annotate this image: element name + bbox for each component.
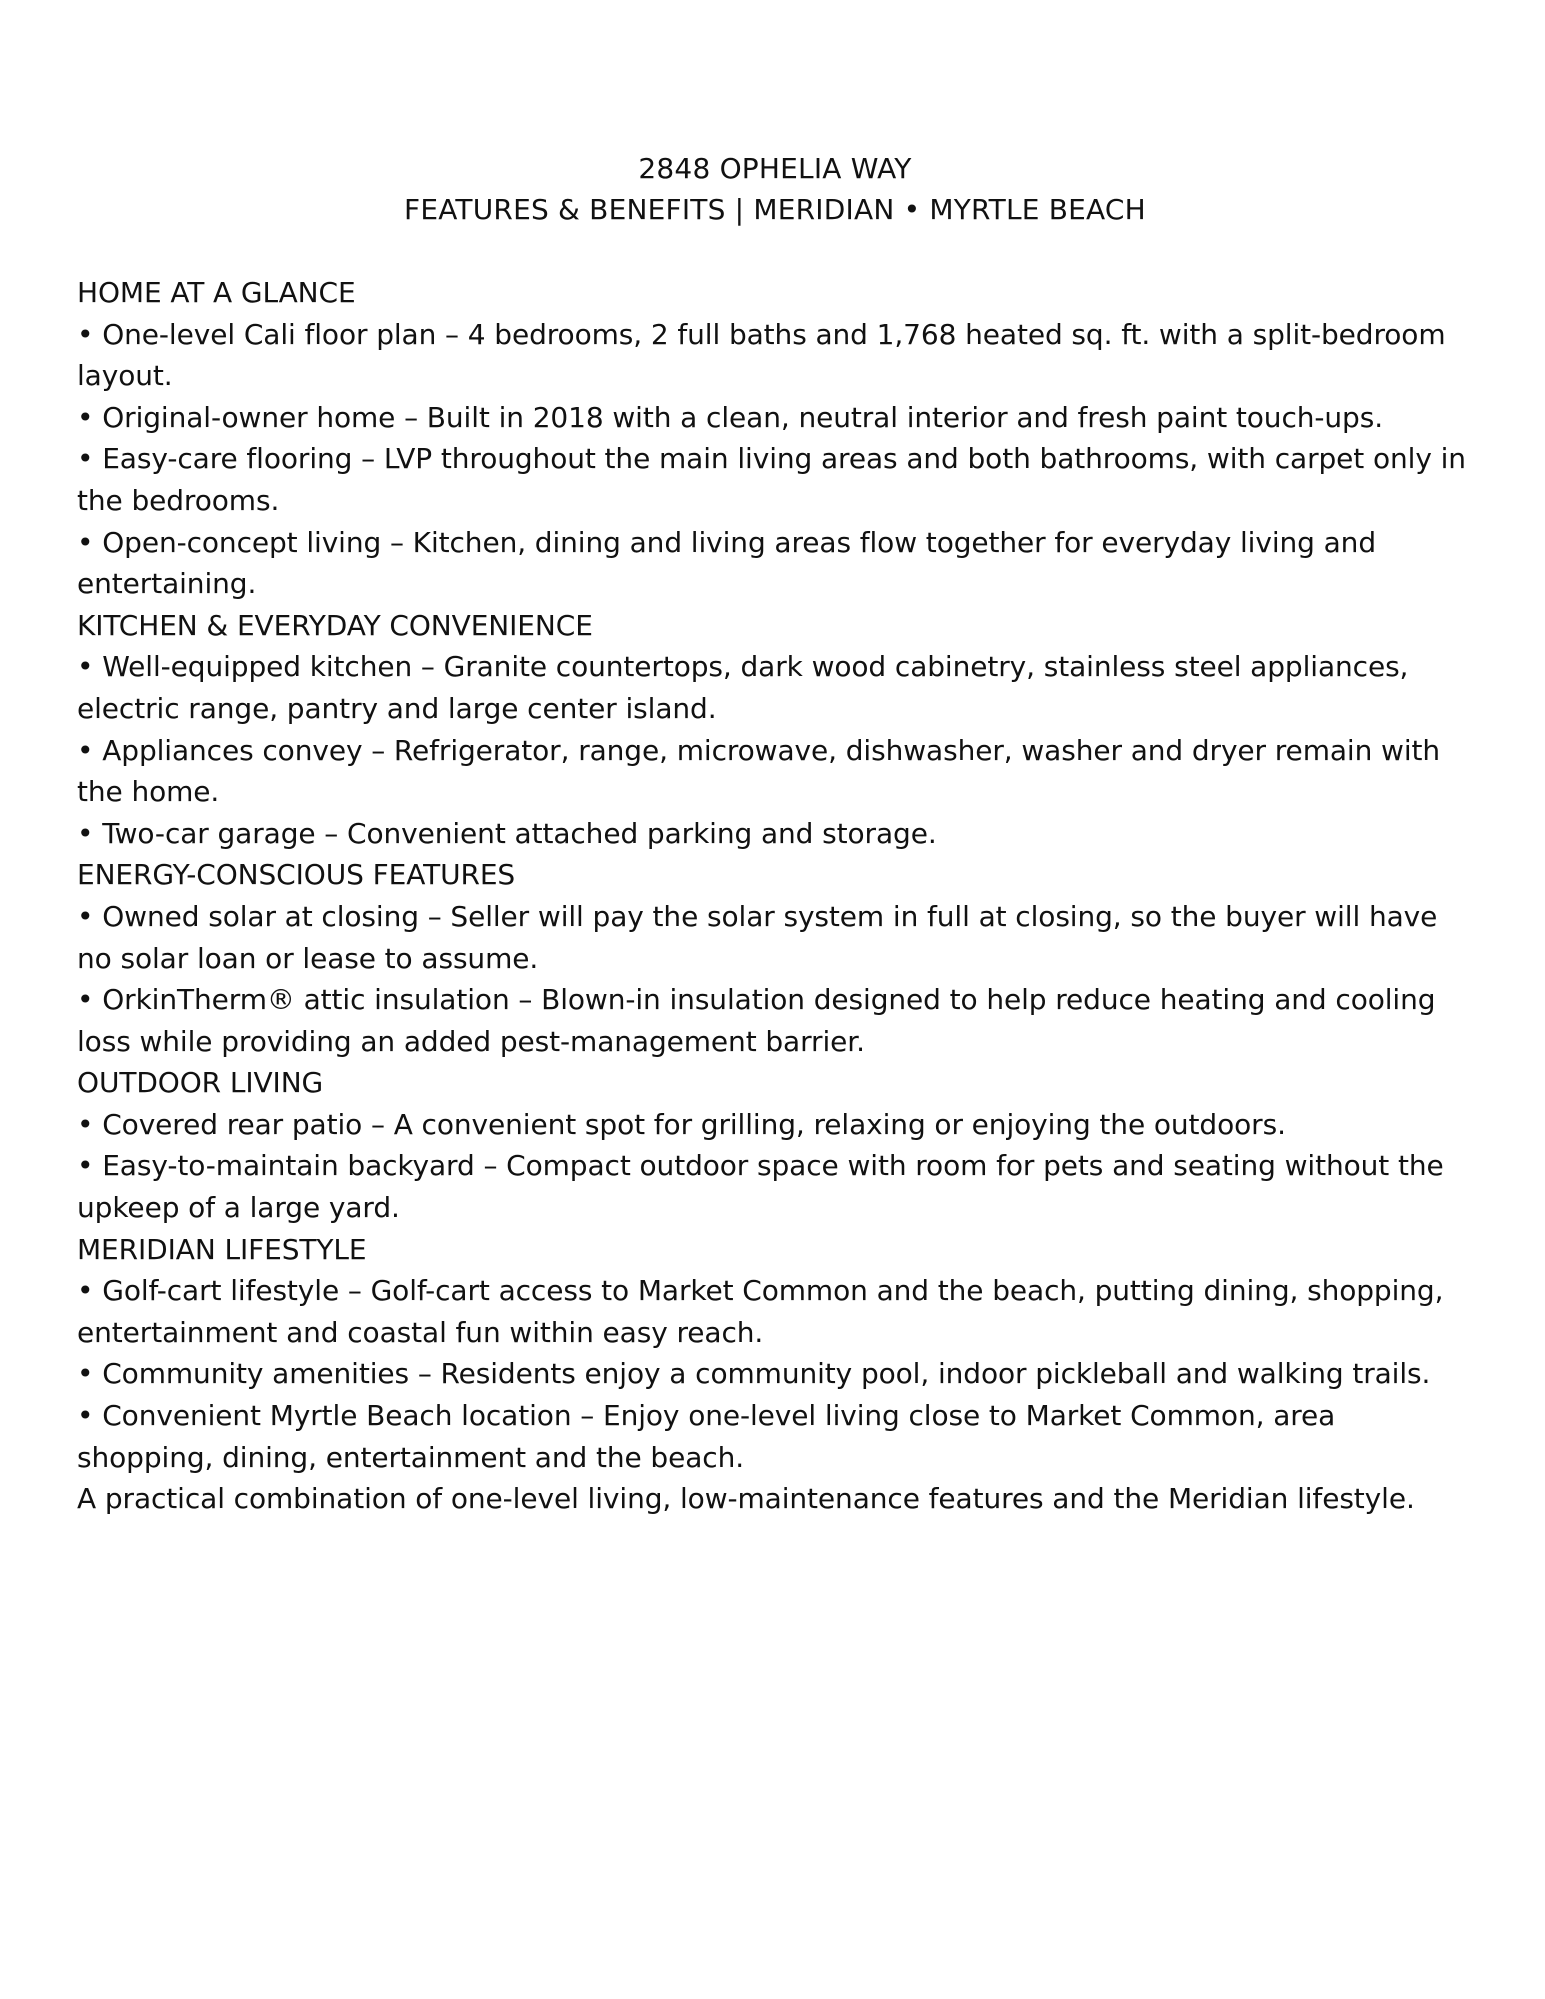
- feature-item: • OrkinTherm® attic insulation – Blown-in insulation designed to help reduce heating and cooling loss while providing an added pest-management barrier.: [77, 983, 1436, 1058]
- feature-item: • Owned solar at closing – Seller will pay the solar system in full at closing, so the buyer will have no solar loan or lease to assume.: [77, 899, 1438, 975]
- section-energy: [77, 854, 1473, 1062]
- section-title: MERIDIAN LIFESTYLE: [77, 1232, 367, 1266]
- section-kitchen: [77, 605, 1473, 855]
- feature-list: [77, 1104, 1473, 1229]
- feature-list: [77, 314, 1473, 605]
- feature-item: • Original-owner home – Built in 2018 with a clean, neutral interior and fresh paint touch-ups.: [77, 400, 1383, 434]
- feature-item: • Easy-care flooring – LVP throughout the main living areas and both bathrooms, with carpet only in the bedrooms.: [77, 442, 1466, 517]
- document-header: [77, 148, 1473, 230]
- feature-list: [77, 646, 1473, 854]
- feature-item: • Open-concept living – Kitchen, dining and living areas flow together for everyday living and entertaining.: [77, 525, 1376, 601]
- feature-item: • Golf-cart lifestyle – Golf-cart access to Market Common and the beach, putting dining, shopping, entertainment and coastal fun within easy reach.: [77, 1274, 1444, 1349]
- feature-item: • Appliances convey – Refrigerator, range, microwave, dishwasher, washer and dryer remain with the home.: [77, 733, 1441, 809]
- feature-item: • Two-car garage – Convenient attached parking and storage.: [77, 816, 937, 850]
- feature-item: • Covered rear patio – A convenient spot for grilling, relaxing or enjoying the outdoors.: [77, 1107, 1286, 1141]
- feature-list: [77, 896, 1473, 1062]
- document-subtitle: FEATURES & BENEFITS | MERIDIAN • MYRTLE BEACH: [404, 193, 1146, 226]
- property-address: 2848 OPHELIA WAY: [638, 152, 912, 185]
- feature-list: [77, 1270, 1473, 1478]
- section-title: OUTDOOR LIVING: [77, 1066, 324, 1100]
- section-home-at-a-glance: [77, 272, 1473, 605]
- closing-statement: A practical combination of one-level living, low-maintenance features and the Meridian lifestyle.: [77, 1482, 1415, 1516]
- section-meridian-lifestyle: [77, 1229, 1473, 1479]
- document-body: [77, 272, 1473, 1520]
- section-outdoor: [77, 1062, 1473, 1228]
- feature-item: • One-level Cali floor plan – 4 bedrooms, 2 full baths and 1,768 heated sq. ft. with a split-bedroom layout.: [77, 317, 1446, 393]
- feature-item: • Community amenities – Residents enjoy a community pool, indoor pickleball and walking trails.: [77, 1357, 1431, 1391]
- feature-item: • Convenient Myrtle Beach location – Enjoy one-level living close to Market Common, area shopping, dining, entertainment and the beach.: [77, 1399, 1336, 1474]
- feature-item: • Well-equipped kitchen – Granite countertops, dark wood cabinetry, stainless steel appliances, electric range, pantry and large center island.: [77, 650, 1409, 725]
- section-title: KITCHEN & EVERYDAY CONVENIENCE: [77, 608, 593, 642]
- section-title: HOME AT A GLANCE: [77, 276, 356, 309]
- section-title: ENERGY-CONSCIOUS FEATURES: [77, 858, 516, 892]
- feature-item: • Easy-to-maintain backyard – Compact outdoor space with room for pets and seating without the upkeep of a large yard.: [77, 1149, 1444, 1225]
